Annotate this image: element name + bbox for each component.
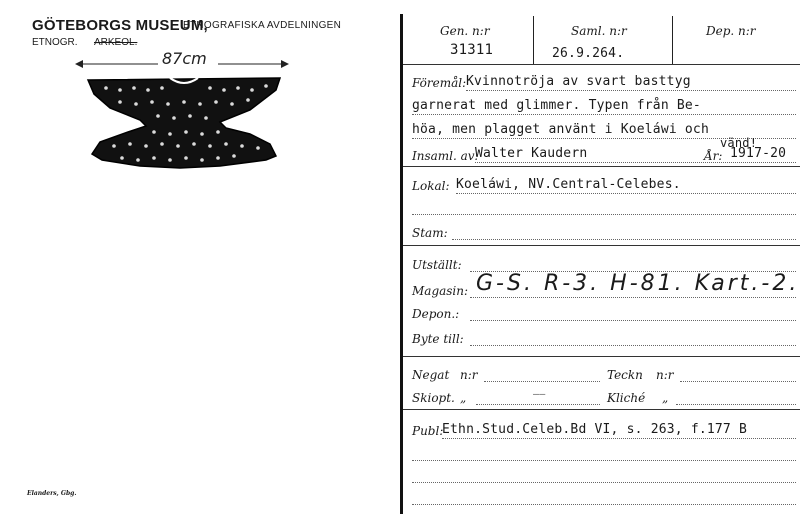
magasin-label: Magasin: [412, 284, 469, 298]
foremal-line-3: höa, men plagget använt i Koeláwi och [412, 122, 709, 137]
publ-rule-3 [412, 482, 796, 483]
cliche-rule [676, 404, 796, 405]
foremal-line-1: Kvinnotröja av svart basttyg [466, 74, 691, 89]
ar-value: 1917-20 [730, 146, 787, 161]
foremal-label: Föremål: [412, 76, 467, 90]
garment-sketch [70, 48, 300, 188]
publ-rule-4 [412, 504, 796, 505]
header-rule [403, 64, 800, 65]
foremal-rule-2 [412, 114, 796, 115]
lokal-rule-1 [456, 193, 796, 194]
magasin-rule [470, 297, 796, 298]
stam-rule [452, 239, 796, 240]
cliche-label: Kliché [607, 391, 646, 405]
magasin-value: G-S. R-3. H-81. Kart.-2. [476, 271, 800, 296]
rule-after-insaml [403, 166, 800, 167]
lokal-label: Lokal: [412, 179, 450, 193]
skiopt-ditto: „ [460, 391, 467, 405]
lokal-value: Koeláwi, NV.Central-Celebes. [456, 177, 681, 192]
skiopt-dash: —— [533, 389, 546, 400]
lokal-rule-2 [412, 214, 796, 215]
publ-rule-2 [412, 460, 796, 461]
byte-rule [470, 345, 796, 346]
etnogr-label: ETNOGR. [32, 37, 78, 48]
byte-label: Byte till: [412, 332, 464, 346]
teckn-nr-label: n:r [656, 368, 674, 382]
stam-label: Stam: [412, 226, 448, 240]
saml-nr-value: 26.9.264. [552, 46, 625, 61]
department-name: ETNOGRAFISKA AVDELNINGEN [183, 20, 342, 31]
foremal-line-2: garnerat med glimmer. Typen från Be- [412, 98, 701, 113]
dep-nr-label: Dep. n:r [706, 24, 756, 38]
skiopt-rule [476, 404, 600, 405]
foremal-rule-1 [466, 90, 796, 91]
card-divider [400, 14, 403, 514]
negat-label: Negat [412, 368, 450, 382]
negat-nr-label: n:r [460, 368, 478, 382]
insaml-label: Insaml. av: [412, 149, 479, 163]
publ-rule-1 [442, 438, 796, 439]
saml-nr-label: Saml. n:r [571, 24, 627, 38]
rule-after-stam [403, 245, 800, 246]
depon-label: Depon.: [412, 307, 460, 321]
publ-value: Ethn.Stud.Celeb.Bd VI, s. 263, f.177 B [442, 422, 748, 437]
gen-nr-label: Gen. n:r [440, 24, 490, 38]
insaml-value: Walter Kaudern [475, 146, 588, 161]
sketch-measure-label: 87cm [162, 49, 207, 68]
cliche-ditto: „ [662, 391, 669, 405]
rule-after-skiopt [403, 409, 800, 410]
gen-nr-value: 31311 [450, 42, 494, 58]
insaml-rule [475, 162, 796, 163]
ar-label: År: [704, 149, 723, 163]
publ-label: Publ: [412, 424, 444, 438]
rule-after-byte [403, 356, 800, 357]
teckn-rule [680, 381, 796, 382]
header-sep-1 [533, 16, 534, 64]
printer-mark: Elanders, Gbg. [27, 490, 77, 497]
teckn-label: Teckn [607, 368, 643, 382]
negat-rule [484, 381, 600, 382]
vand-note: vänd! [720, 136, 758, 150]
skiopt-label: Skiopt. [412, 391, 455, 405]
arkeol-label: ARKEOL. [94, 37, 138, 48]
header-sep-2 [672, 16, 673, 64]
museum-name: GÖTEBORGS MUSEUM, [32, 17, 208, 34]
depon-rule [470, 320, 796, 321]
utstallt-label: Utställt: [412, 258, 462, 272]
